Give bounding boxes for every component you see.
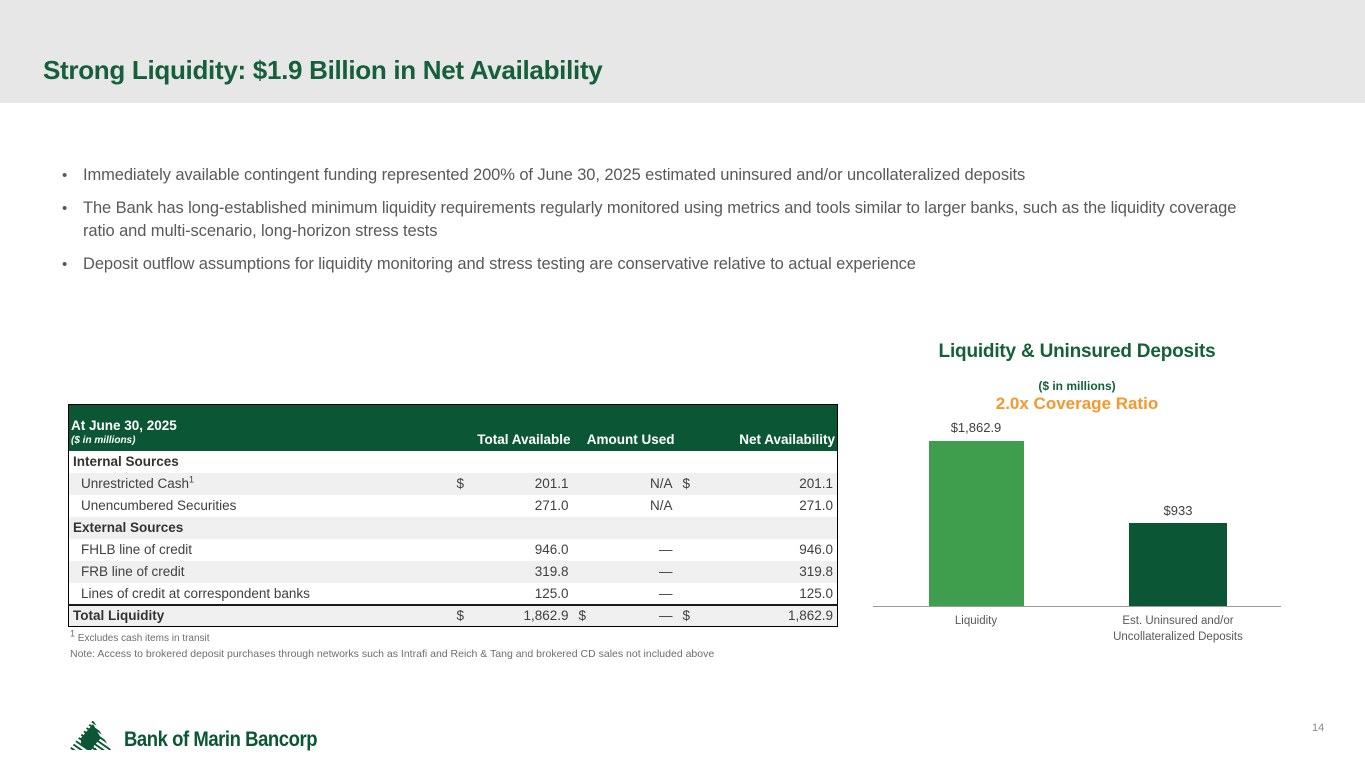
bar-liquidity [929, 441, 1024, 606]
bar-chart-plot [870, 420, 1284, 606]
page-number: 14 [1312, 722, 1325, 734]
bullet-text: Immediately available contingent funding represented 200% of June 30, 2025 estimated uninsured and/or uncollateralized deposits [83, 166, 1026, 184]
bullet-item [62, 164, 1242, 187]
column-header-total-available: Total Available [451, 405, 573, 451]
table-row-fhlb: FHLB line of credit 946.0 — 946.0 [69, 539, 838, 561]
chart-subtitle: ($ in millions) [1038, 379, 1116, 393]
table-row-unrestricted-cash: Unrestricted Cash$^1$ $ 201.1 N/A $ 201.1 [69, 473, 838, 495]
table-header-row [69, 405, 838, 451]
table-row-total-liquidity: Total Liquidity $ 1,862.9 $ — $ 1,862.9 [69, 605, 838, 627]
table-row-frb: FRB line of credit 319.8 — 319.8 [69, 561, 838, 583]
footnote-1: $^1$ Excludes cash items in transit [70, 628, 210, 644]
bullet-text: The Bank has long-established minimum liquidity requirements regularly monitored using metrics and tools similar to larger banks, such as the liquidity coverage ratio and multi-scenario, long-horizon stress tests [83, 199, 1237, 240]
bar-value-label-liquidity: $1,862.9 [950, 420, 1002, 435]
bar-value-label-deposits: $933 [1163, 503, 1193, 518]
footnote-marker: 1 [189, 474, 195, 485]
bullet-list [62, 164, 1242, 286]
header-band [0, 0, 1365, 103]
bullet-item [62, 253, 1242, 276]
chart-coverage-ratio: 2.0x Coverage Ratio [995, 394, 1159, 413]
company-logo [68, 719, 343, 760]
table-header-date: At June 30, 2025 ($ in millions) [69, 405, 451, 451]
x-label-liquidity: Liquidity [954, 615, 998, 627]
company-name: Bank of Marin Bancorp [124, 727, 318, 751]
bullet-dot-icon: • [62, 256, 68, 273]
table-row-internal-sources: Internal Sources [69, 451, 838, 473]
chart-header [870, 341, 1284, 414]
x-label-uninsured-deposits: Est. Uninsured and/or Uncollateralized Deposits [1113, 615, 1243, 643]
bullet-text: Deposit outflow assumptions for liquidity monitoring and stress testing are conservative relative to actual experience [83, 255, 916, 273]
footnote-note: Note: Access to brokered deposit purchases through networks such as Intrafi and Reich & Tang and brokered CD sales not included above [70, 648, 715, 660]
table-row-correspondent-banks: Lines of credit at correspondent banks 125.0 — 125.0 [69, 583, 838, 605]
table-row-unencumbered-securities: Unencumbered Securities 271.0 N/A 271.0 [69, 495, 838, 517]
bullet-item [62, 197, 1242, 243]
column-header-net-availability: Net Availability [677, 405, 838, 451]
bullet-dot-icon: • [62, 167, 68, 184]
table-row-external-sources: External Sources [69, 517, 838, 539]
chart-title: Liquidity & Uninsured Deposits [938, 341, 1216, 362]
liquidity-table [68, 404, 838, 627]
table-footnotes [70, 628, 715, 662]
bullet-dot-icon: • [62, 200, 68, 217]
bar-uninsured-deposits [1129, 523, 1227, 606]
x-axis-line [873, 606, 1281, 607]
column-header-amount-used: Amount Used [573, 405, 677, 451]
mountain-logo-icon [68, 719, 116, 760]
slide-title: Strong Liquidity: $1.9 Billion in Net Availability [43, 55, 603, 85]
